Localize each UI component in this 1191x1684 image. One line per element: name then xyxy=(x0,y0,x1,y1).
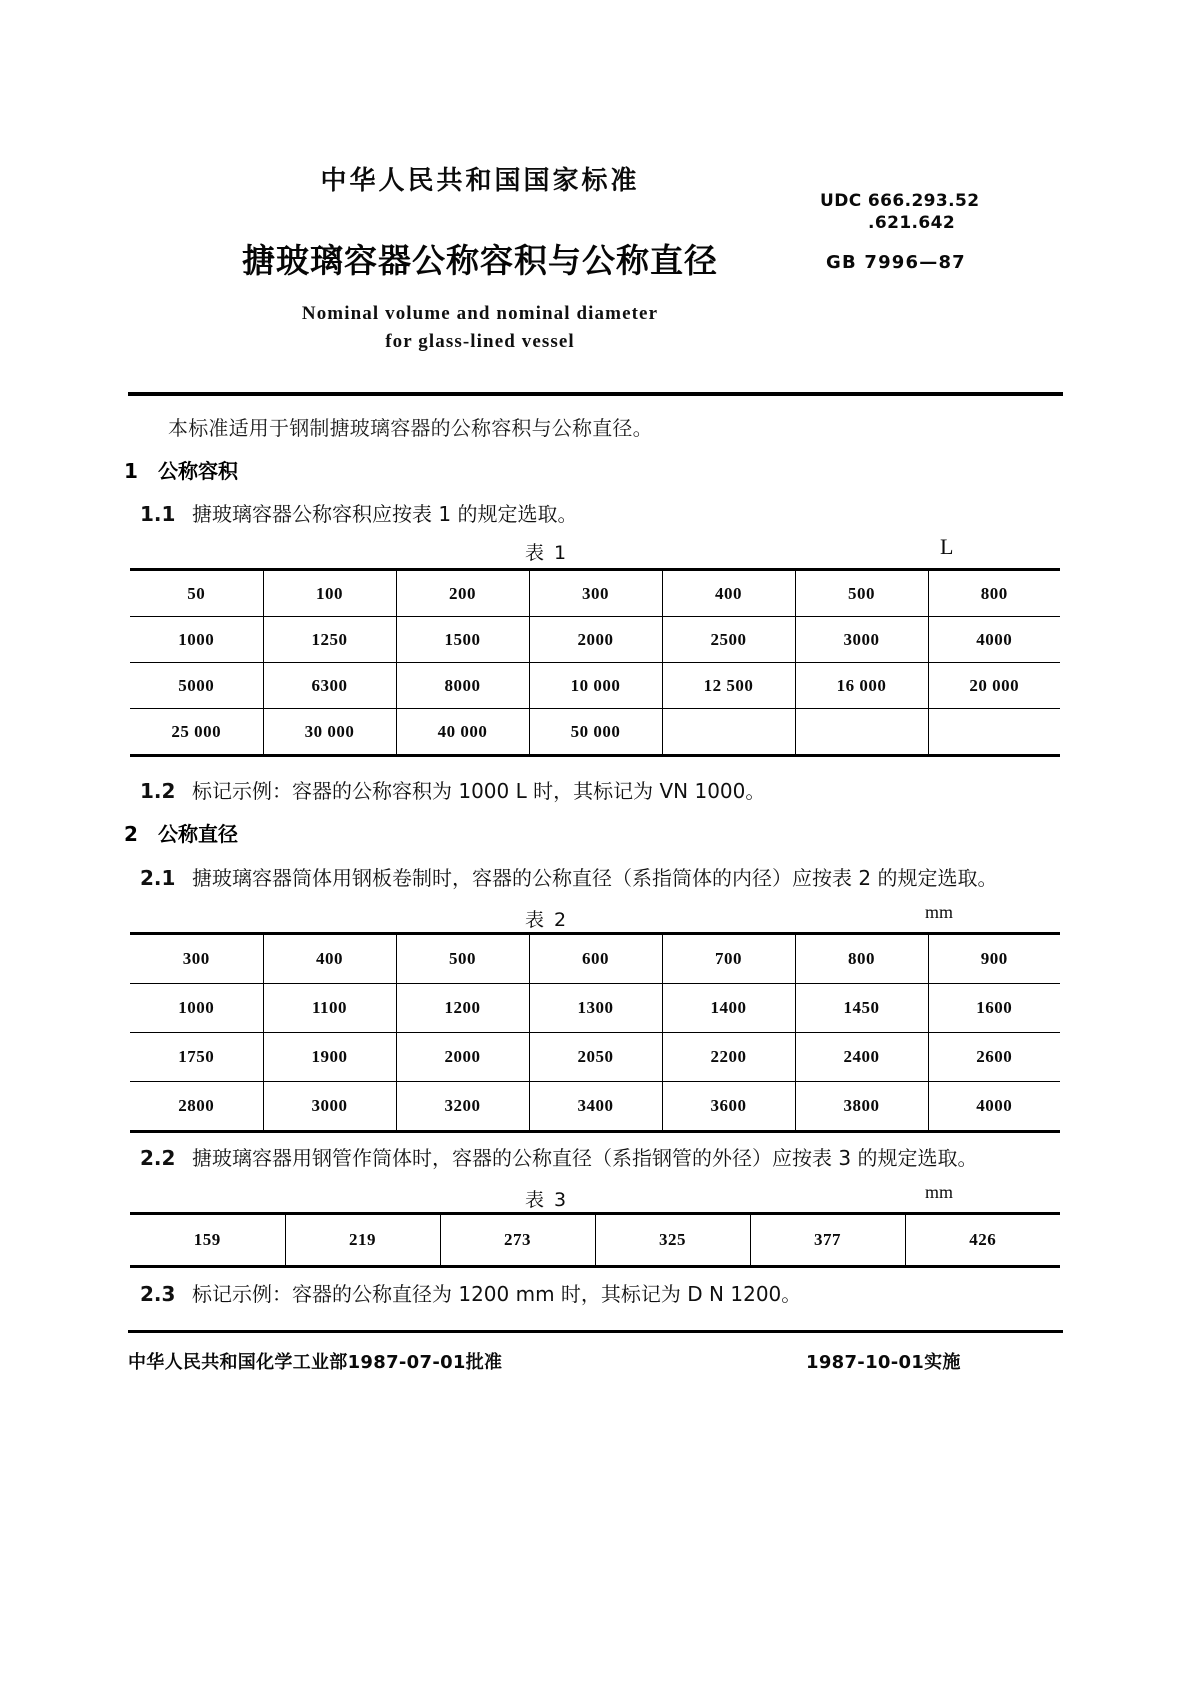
table-cell: 1750 xyxy=(130,1033,263,1082)
table-cell xyxy=(928,709,1060,756)
udc-line-1: UDC 666.293.52 xyxy=(820,191,980,211)
table-cell: 1000 xyxy=(130,617,263,663)
table-row xyxy=(130,663,1060,709)
table-2-unit: mm xyxy=(925,902,954,922)
table-cell: 40 000 xyxy=(396,709,529,756)
table-cell: 1200 xyxy=(396,984,529,1033)
table-cell: 900 xyxy=(928,934,1060,984)
table-cell: 3000 xyxy=(263,1082,396,1132)
standard-organization: 中华人民共和国国家标准 xyxy=(320,166,640,196)
table-cell: 1000 xyxy=(130,984,263,1033)
clause-2-3-number: 2.3 xyxy=(140,1282,176,1306)
clause-2-3 xyxy=(140,1278,801,1307)
clause-1-1 xyxy=(140,498,577,527)
clause-1-2 xyxy=(140,775,765,804)
clause-2-1-text: 搪玻璃容器筒体用钢板卷制时，容器的公称直径（系指筒体的内径）应按表 2 的规定选取。 xyxy=(192,866,998,890)
clause-2-1-number: 2.1 xyxy=(140,866,176,890)
table-1 xyxy=(130,568,1060,757)
table-cell: 273 xyxy=(440,1214,595,1267)
table-cell: 400 xyxy=(662,570,795,617)
table-cell: 1100 xyxy=(263,984,396,1033)
footer-effective-date: 1987-10-01实施 xyxy=(806,1352,961,1373)
table-cell: 800 xyxy=(928,570,1060,617)
table-3-caption: 表 3 xyxy=(525,1189,569,1211)
header-divider xyxy=(128,392,1063,396)
clause-1-1-text: 搪玻璃容器公称容积应按表 1 的规定选取。 xyxy=(192,502,578,526)
table-cell xyxy=(795,709,928,756)
table-cell: 30 000 xyxy=(263,709,396,756)
table-1-caption: 表 1 xyxy=(525,542,569,564)
clause-2-2-number: 2.2 xyxy=(140,1146,176,1170)
table-cell: 4000 xyxy=(928,1082,1060,1132)
table-cell: 2600 xyxy=(928,1033,1060,1082)
table-cell: 1900 xyxy=(263,1033,396,1082)
table-cell: 3600 xyxy=(662,1082,795,1132)
table-cell: 2200 xyxy=(662,1033,795,1082)
table-cell: 3200 xyxy=(396,1082,529,1132)
table-row xyxy=(130,1082,1060,1132)
section-2-title: 公称直径 xyxy=(158,822,238,846)
clause-1-2-number: 1.2 xyxy=(140,779,176,803)
table-cell: 1400 xyxy=(662,984,795,1033)
table-cell: 2050 xyxy=(529,1033,662,1082)
table-3 xyxy=(130,1212,1060,1268)
footer-divider xyxy=(128,1330,1063,1333)
table-cell: 219 xyxy=(285,1214,440,1267)
document-subtitle xyxy=(130,300,830,356)
table-3-unit: mm xyxy=(925,1182,954,1202)
table-row xyxy=(130,1214,1060,1267)
table-cell: 300 xyxy=(529,570,662,617)
table-row xyxy=(130,617,1060,663)
table-cell: 1500 xyxy=(396,617,529,663)
table-2 xyxy=(130,932,1060,1133)
table-cell: 3800 xyxy=(795,1082,928,1132)
clause-1-2-text: 标记示例：容器的公称容积为 1000 L 时，其标记为 VN 1000。 xyxy=(192,779,766,803)
table-cell: 50 000 xyxy=(529,709,662,756)
table-cell: 426 xyxy=(905,1214,1060,1267)
table-row xyxy=(130,934,1060,984)
table-cell: 2000 xyxy=(529,617,662,663)
table-cell: 12 500 xyxy=(662,663,795,709)
table-cell: 6300 xyxy=(263,663,396,709)
footer-approval: 中华人民共和国化学工业部1987-07-01批准 xyxy=(128,1352,503,1373)
table-1-unit: L xyxy=(940,534,954,559)
table-cell: 325 xyxy=(595,1214,750,1267)
table-cell: 10 000 xyxy=(529,663,662,709)
clause-2-2-text: 搪玻璃容器用钢管作筒体时，容器的公称直径（系指钢管的外径）应按表 3 的规定选取。 xyxy=(192,1146,978,1170)
udc-classification xyxy=(820,190,979,234)
table-cell: 377 xyxy=(750,1214,905,1267)
document-title: 搪玻璃容器公称容积与公称直径 xyxy=(242,241,718,280)
section-1-title: 公称容积 xyxy=(158,459,238,483)
table-cell xyxy=(662,709,795,756)
table-cell: 4000 xyxy=(928,617,1060,663)
standard-number: GB 7996—87 xyxy=(826,252,966,273)
clause-2-1 xyxy=(140,862,997,891)
table-cell: 2500 xyxy=(662,617,795,663)
table-row xyxy=(130,1033,1060,1082)
table-cell: 1300 xyxy=(529,984,662,1033)
table-cell: 16 000 xyxy=(795,663,928,709)
table-cell: 2000 xyxy=(396,1033,529,1082)
table-cell: 25 000 xyxy=(130,709,263,756)
section-1-heading xyxy=(124,455,238,484)
table-cell: 500 xyxy=(396,934,529,984)
table-cell: 1600 xyxy=(928,984,1060,1033)
table-cell: 3400 xyxy=(529,1082,662,1132)
subtitle-line-1: Nominal volume and nominal diameter xyxy=(301,303,659,324)
clause-2-3-text: 标记示例：容器的公称直径为 1200 mm 时，其标记为 D N 1200。 xyxy=(192,1282,802,1306)
table-cell: 100 xyxy=(263,570,396,617)
table-cell: 700 xyxy=(662,934,795,984)
table-cell: 50 xyxy=(130,570,263,617)
subtitle-line-2: for glass-lined vessel xyxy=(385,331,575,352)
table-cell: 400 xyxy=(263,934,396,984)
table-cell: 3000 xyxy=(795,617,928,663)
table-2-caption: 表 2 xyxy=(525,909,569,931)
clause-1-1-number: 1.1 xyxy=(140,502,176,526)
table-cell: 300 xyxy=(130,934,263,984)
table-row xyxy=(130,984,1060,1033)
table-cell: 5000 xyxy=(130,663,263,709)
table-cell: 2800 xyxy=(130,1082,263,1132)
section-1-number: 1 xyxy=(124,459,138,483)
section-2-heading xyxy=(124,818,238,847)
table-cell: 2400 xyxy=(795,1033,928,1082)
table-cell: 20 000 xyxy=(928,663,1060,709)
udc-line-2: .621.642 xyxy=(868,213,956,233)
table-cell: 800 xyxy=(795,934,928,984)
table-cell: 1450 xyxy=(795,984,928,1033)
clause-2-2 xyxy=(140,1142,977,1171)
table-row xyxy=(130,570,1060,617)
table-cell: 8000 xyxy=(396,663,529,709)
table-cell: 500 xyxy=(795,570,928,617)
table-cell: 159 xyxy=(130,1214,285,1267)
table-cell: 200 xyxy=(396,570,529,617)
section-2-number: 2 xyxy=(124,822,138,846)
document-header xyxy=(0,160,1191,356)
table-cell: 600 xyxy=(529,934,662,984)
table-cell: 1250 xyxy=(263,617,396,663)
scope-statement: 本标准适用于钢制搪玻璃容器的公称容积与公称直径。 xyxy=(168,416,653,440)
table-row xyxy=(130,709,1060,756)
